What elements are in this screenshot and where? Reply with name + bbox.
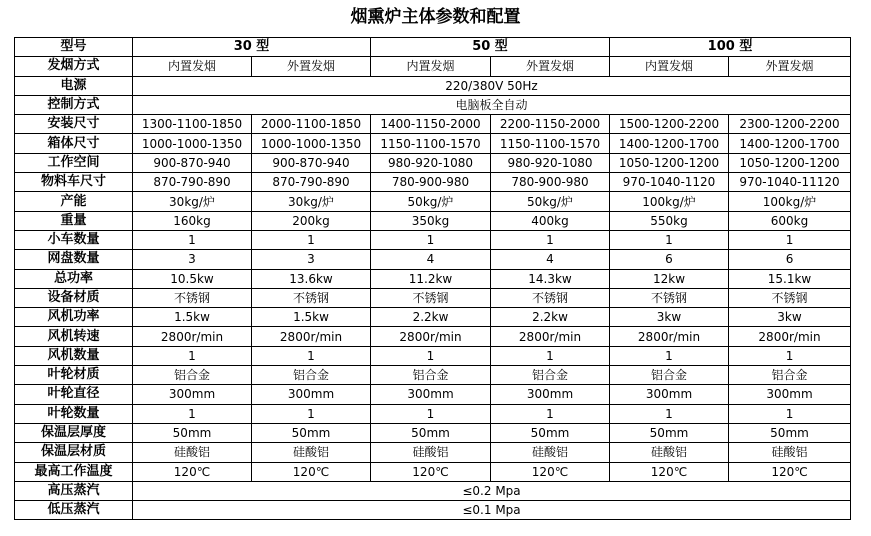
value-cell: 50mm	[252, 423, 371, 442]
value-cell: 12kw	[610, 269, 729, 288]
value-cell: 2800r/min	[133, 327, 252, 346]
value-cell: 300mm	[371, 385, 491, 404]
value-cell: 内置发烟	[371, 57, 491, 76]
value-cell: 11.2kw	[371, 269, 491, 288]
row-label: 安装尺寸	[15, 115, 133, 134]
row-label: 小车数量	[15, 230, 133, 249]
value-cell: 900-870-940	[133, 153, 252, 172]
row-label: 工作空间	[15, 153, 133, 172]
row-label: 产能	[15, 192, 133, 211]
table-row	[15, 173, 851, 192]
value-cell: 1	[371, 230, 491, 249]
value-cell: 1	[371, 404, 491, 423]
value-cell: 6	[610, 250, 729, 269]
value-cell: 120℃	[610, 462, 729, 481]
table-row	[15, 250, 851, 269]
table-row	[15, 153, 851, 172]
table-row	[15, 366, 851, 385]
value-cell: 120℃	[371, 462, 491, 481]
value-cell: 铝合金	[610, 366, 729, 385]
table-row	[15, 230, 851, 249]
value-cell: 外置发烟	[491, 57, 610, 76]
value-cell: 硅酸铝	[371, 443, 491, 462]
value-cell: 120℃	[491, 462, 610, 481]
value-cell: 13.6kw	[252, 269, 371, 288]
value-cell: 970-1040-11120	[729, 173, 851, 192]
row-label: 设备材质	[15, 288, 133, 307]
value-cell: 100kg/炉	[610, 192, 729, 211]
value-cell: 350kg	[371, 211, 491, 230]
header-row	[15, 38, 851, 57]
value-cell: 外置发烟	[729, 57, 851, 76]
value-cell: 3	[252, 250, 371, 269]
value-cell: 200kg	[252, 211, 371, 230]
value-cell: 1000-1000-1350	[252, 134, 371, 153]
value-cell: 30kg/炉	[252, 192, 371, 211]
value-cell: 4	[491, 250, 610, 269]
value-cell: 2.2kw	[371, 308, 491, 327]
value-cell: 1	[371, 346, 491, 365]
row-label: 总功率	[15, 269, 133, 288]
value-cell: 1150-1100-1570	[371, 134, 491, 153]
value-cell: 120℃	[729, 462, 851, 481]
row-label: 发烟方式	[15, 57, 133, 76]
row-label: 叶轮直径	[15, 385, 133, 404]
value-cell: 1	[729, 404, 851, 423]
value-cell: 1	[729, 230, 851, 249]
value-cell: 外置发烟	[252, 57, 371, 76]
value-cell: 1400-1150-2000	[371, 115, 491, 134]
value-cell: 硅酸铝	[610, 443, 729, 462]
model-30-header: 30 型	[133, 38, 371, 57]
value-cell: 铝合金	[371, 366, 491, 385]
value-cell: 400kg	[491, 211, 610, 230]
value-cell: 2800r/min	[610, 327, 729, 346]
table-row	[15, 308, 851, 327]
value-cell: 不锈钢	[491, 288, 610, 307]
row-header-cell: 型号	[15, 38, 133, 57]
value-cell: 1.5kw	[252, 308, 371, 327]
value-cell: 980-920-1080	[371, 153, 491, 172]
row-label: 叶轮材质	[15, 366, 133, 385]
value-cell: 3	[133, 250, 252, 269]
spec-table	[14, 37, 851, 520]
value-cell: 3kw	[610, 308, 729, 327]
value-cell: 1	[133, 404, 252, 423]
value-cell: 不锈钢	[729, 288, 851, 307]
row-label: 风机数量	[15, 346, 133, 365]
table-row	[15, 404, 851, 423]
value-cell: 50mm	[133, 423, 252, 442]
merged-value-cell: 电脑板全自动	[133, 95, 851, 114]
value-cell: 铝合金	[729, 366, 851, 385]
value-cell: 3kw	[729, 308, 851, 327]
row-label: 最高工作温度	[15, 462, 133, 481]
value-cell: 160kg	[133, 211, 252, 230]
value-cell: 300mm	[729, 385, 851, 404]
value-cell: 300mm	[133, 385, 252, 404]
value-cell: 550kg	[610, 211, 729, 230]
value-cell: 300mm	[610, 385, 729, 404]
value-cell: 1150-1100-1570	[491, 134, 610, 153]
value-cell: 1	[133, 346, 252, 365]
value-cell: 600kg	[729, 211, 851, 230]
model-50-header: 50 型	[371, 38, 610, 57]
value-cell: 1	[252, 404, 371, 423]
merged-value-cell: ≤0.2 Mpa	[133, 481, 851, 500]
value-cell: 1400-1200-1700	[729, 134, 851, 153]
value-cell: 1	[133, 230, 252, 249]
value-cell: 1	[252, 230, 371, 249]
value-cell: 1	[252, 346, 371, 365]
value-cell: 1	[610, 230, 729, 249]
row-label: 保温层材质	[15, 443, 133, 462]
row-label: 控制方式	[15, 95, 133, 114]
value-cell: 50kg/炉	[491, 192, 610, 211]
table-row	[15, 211, 851, 230]
value-cell: 2800r/min	[252, 327, 371, 346]
row-label: 电源	[15, 76, 133, 95]
value-cell: 内置发烟	[133, 57, 252, 76]
value-cell: 1.5kw	[133, 308, 252, 327]
value-cell: 2800r/min	[491, 327, 610, 346]
merged-value-cell: 220/380V 50Hz	[133, 76, 851, 95]
value-cell: 1	[610, 346, 729, 365]
table-row	[15, 134, 851, 153]
value-cell: 1000-1000-1350	[133, 134, 252, 153]
value-cell: 970-1040-1120	[610, 173, 729, 192]
table-row	[15, 269, 851, 288]
row-label: 低压蒸汽	[15, 501, 133, 520]
row-label: 高压蒸汽	[15, 481, 133, 500]
table-row	[15, 95, 851, 114]
model-100-header: 100 型	[610, 38, 851, 57]
value-cell: 1	[491, 346, 610, 365]
table-row	[15, 192, 851, 211]
value-cell: 2800r/min	[371, 327, 491, 346]
table-row	[15, 76, 851, 95]
value-cell: 30kg/炉	[133, 192, 252, 211]
value-cell: 15.1kw	[729, 269, 851, 288]
value-cell: 1050-1200-1200	[729, 153, 851, 172]
value-cell: 10.5kw	[133, 269, 252, 288]
value-cell: 50mm	[491, 423, 610, 442]
table-row	[15, 462, 851, 481]
value-cell: 2.2kw	[491, 308, 610, 327]
table-row	[15, 443, 851, 462]
table-row	[15, 385, 851, 404]
value-cell: 铝合金	[252, 366, 371, 385]
value-cell: 内置发烟	[610, 57, 729, 76]
value-cell: 1500-1200-2200	[610, 115, 729, 134]
value-cell: 14.3kw	[491, 269, 610, 288]
table-row	[15, 57, 851, 76]
value-cell: 120℃	[252, 462, 371, 481]
row-label: 风机功率	[15, 308, 133, 327]
row-label: 物料车尺寸	[15, 173, 133, 192]
value-cell: 6	[729, 250, 851, 269]
value-cell: 50kg/炉	[371, 192, 491, 211]
value-cell: 1400-1200-1700	[610, 134, 729, 153]
row-label: 箱体尺寸	[15, 134, 133, 153]
value-cell: 硅酸铝	[252, 443, 371, 462]
table-row	[15, 115, 851, 134]
row-label: 保温层厚度	[15, 423, 133, 442]
value-cell: 100kg/炉	[729, 192, 851, 211]
value-cell: 2300-1200-2200	[729, 115, 851, 134]
value-cell: 1	[729, 346, 851, 365]
value-cell: 50mm	[610, 423, 729, 442]
value-cell: 2800r/min	[729, 327, 851, 346]
table-row	[15, 481, 851, 500]
table-row	[15, 423, 851, 442]
row-label: 网盘数量	[15, 250, 133, 269]
value-cell: 1	[610, 404, 729, 423]
value-cell: 780-900-980	[491, 173, 610, 192]
value-cell: 1	[491, 230, 610, 249]
value-cell: 1300-1100-1850	[133, 115, 252, 134]
value-cell: 4	[371, 250, 491, 269]
value-cell: 铝合金	[491, 366, 610, 385]
value-cell: 硅酸铝	[133, 443, 252, 462]
page-title: 烟熏炉主体参数和配置	[350, 7, 521, 27]
value-cell: 50mm	[371, 423, 491, 442]
value-cell: 2000-1100-1850	[252, 115, 371, 134]
value-cell: 不锈钢	[371, 288, 491, 307]
value-cell: 900-870-940	[252, 153, 371, 172]
value-cell: 870-790-890	[133, 173, 252, 192]
value-cell: 1	[491, 404, 610, 423]
value-cell: 300mm	[491, 385, 610, 404]
value-cell: 不锈钢	[133, 288, 252, 307]
value-cell: 50mm	[729, 423, 851, 442]
value-cell: 780-900-980	[371, 173, 491, 192]
value-cell: 1050-1200-1200	[610, 153, 729, 172]
table-row	[15, 288, 851, 307]
row-label: 叶轮数量	[15, 404, 133, 423]
table-row	[15, 346, 851, 365]
value-cell: 300mm	[252, 385, 371, 404]
table-row	[15, 327, 851, 346]
value-cell: 980-920-1080	[491, 153, 610, 172]
value-cell: 870-790-890	[252, 173, 371, 192]
row-label: 重量	[15, 211, 133, 230]
value-cell: 硅酸铝	[729, 443, 851, 462]
value-cell: 不锈钢	[252, 288, 371, 307]
value-cell: 2200-1150-2000	[491, 115, 610, 134]
value-cell: 120℃	[133, 462, 252, 481]
value-cell: 硅酸铝	[491, 443, 610, 462]
value-cell: 不锈钢	[610, 288, 729, 307]
table-row	[15, 501, 851, 520]
row-label: 风机转速	[15, 327, 133, 346]
value-cell: 铝合金	[133, 366, 252, 385]
merged-value-cell: ≤0.1 Mpa	[133, 501, 851, 520]
